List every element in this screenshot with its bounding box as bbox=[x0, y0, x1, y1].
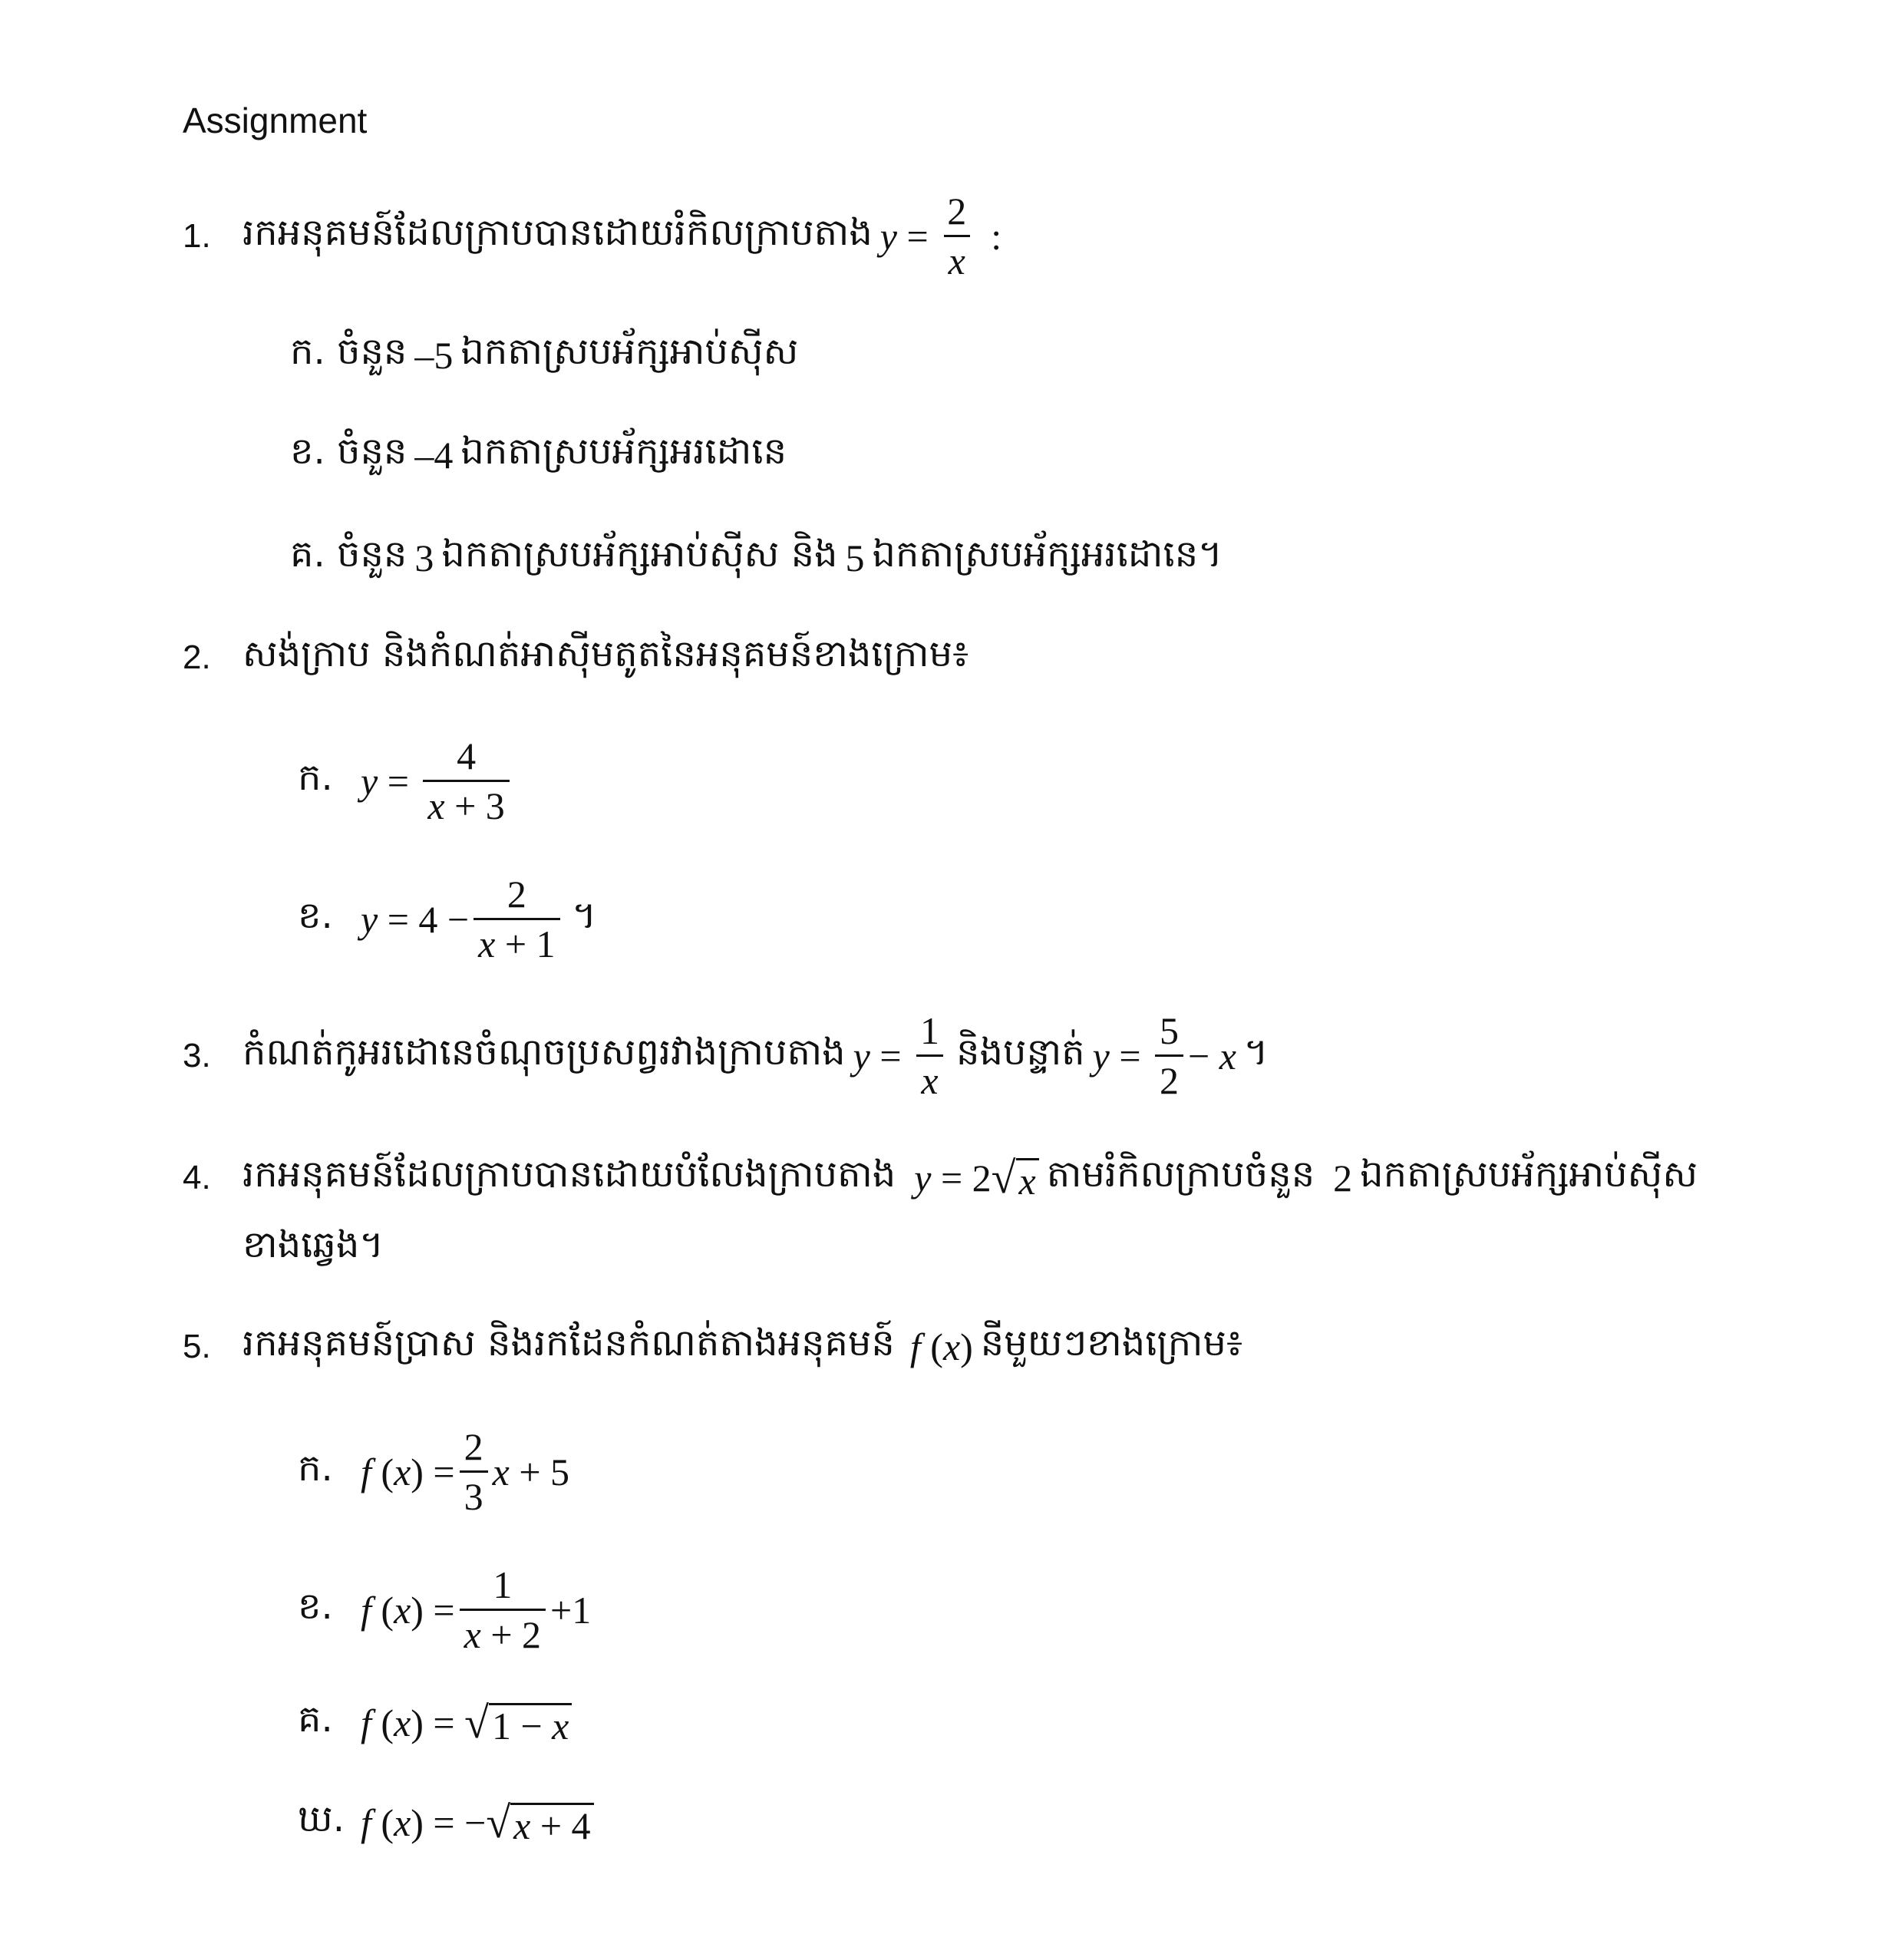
question-text-3: ឯកតាស្របអ័ក្សអាប់ស៊ីស bbox=[1360, 1153, 1698, 1196]
question-text-2: និងបន្ទាត់ bbox=[956, 1030, 1085, 1074]
item-value: 3 bbox=[414, 536, 434, 579]
question-text: រកអនុគមន៍ប្រាស និងរកដែនកំណត់តាងអនុគមន៍ bbox=[243, 1322, 895, 1365]
item-text: ឯកតាស្របអ័ក្សអរដោនេ bbox=[460, 430, 787, 473]
question-1-item-c bbox=[290, 531, 1223, 585]
question-1-item-a bbox=[290, 328, 798, 382]
question-number: 3. bbox=[183, 1036, 211, 1074]
question-5-item-d bbox=[298, 1796, 602, 1850]
item-label: ក. ចំនួន bbox=[290, 330, 408, 373]
function-f-of-x: f ( x ) bbox=[909, 1325, 973, 1368]
item-label: គ. bbox=[298, 1698, 333, 1741]
sentence-end: ។ bbox=[572, 893, 597, 937]
equation-2-sqrt-x: y = 2 √ x bbox=[914, 1156, 1038, 1200]
question-text-2: នីមួយៗខាងក្រោម៖ bbox=[980, 1322, 1243, 1365]
item-value: –5 bbox=[414, 334, 454, 377]
equation-4-over-x-plus-3: y = $\frac{4}{x + 3}$ bbox=[361, 737, 514, 825]
item-text: ឯកតាស្របអ័ក្សអាប់ស៊ីស និង bbox=[441, 533, 838, 576]
equation-1-over-x: y = $\frac{1}{x}$ bbox=[853, 1012, 949, 1100]
item-value-2: 5 bbox=[845, 536, 865, 579]
shift-value: 2 bbox=[1333, 1157, 1353, 1200]
question-number: 5. bbox=[183, 1328, 211, 1365]
item-value: –4 bbox=[414, 434, 454, 477]
question-text: កំណត់កូអរដោនេចំណុចប្រសព្វរវាងក្រាបតាង bbox=[243, 1030, 846, 1074]
equation-5-over-2-minus-x: y = $\frac{5}{2}$ − x bbox=[1092, 1009, 1236, 1102]
item-label: ខ. ចំនួន bbox=[290, 430, 408, 473]
item-label: ក. bbox=[298, 755, 333, 799]
question-text: រកអនុគមន៍ដែលក្រាបបានដោយរំកិលក្រាបតាង bbox=[243, 210, 873, 254]
question-number: 2. bbox=[183, 639, 211, 676]
item-text: ឯកតាស្របអ័ក្សអាប់ស៊ីស bbox=[460, 330, 799, 373]
item-label: គ. ចំនួន bbox=[290, 533, 408, 576]
item-label: ខ. bbox=[298, 893, 333, 937]
question-text-4: ខាងឆ្វេង។ bbox=[243, 1223, 384, 1266]
equation-y-2-over-x: y = $\frac{2}{x}$ bbox=[880, 192, 975, 280]
item-label: ខ. bbox=[298, 1584, 333, 1628]
question-4 bbox=[183, 1151, 1698, 1205]
item-label: ក. bbox=[298, 1446, 333, 1490]
equation-minus-sqrt-x-plus-4: f ( x ) = − √ x + 4 bbox=[361, 1800, 594, 1845]
question-number: 4. bbox=[183, 1159, 211, 1196]
question-4-line-2 bbox=[243, 1222, 384, 1276]
question-5-item-a bbox=[298, 1427, 577, 1516]
equation-4-minus-2-over-x-plus-1: y = 4 − $\frac{2}{x + 1}$ bbox=[361, 875, 565, 963]
question-1-item-b bbox=[290, 428, 787, 482]
question-2-item-a bbox=[298, 734, 522, 827]
question-text-2: តាមរំកិលក្រាបចំនួន bbox=[1046, 1153, 1315, 1196]
question-5-item-b bbox=[298, 1563, 599, 1656]
question-2 bbox=[183, 631, 968, 685]
question-2-item-b bbox=[298, 875, 596, 963]
equation-two-thirds-x-plus-5: f ( x ) = $\frac{2}{3}$ x + 5 bbox=[361, 1425, 570, 1518]
question-text: រកអនុគមន៍ដែលក្រាបបានដោយបំលែងក្រាបតាង bbox=[243, 1153, 896, 1196]
sentence-end: ។ bbox=[1243, 1030, 1269, 1074]
page-title: Assignment bbox=[183, 101, 368, 140]
question-5-item-c bbox=[298, 1696, 579, 1750]
colon: : bbox=[991, 214, 1002, 258]
question-1 bbox=[183, 192, 1009, 280]
question-3 bbox=[183, 1009, 1269, 1102]
question-text: សង់ក្រាប និងកំណត់អាស៊ីមតូតនៃអនុគមន៍ខាងក្រោម៖ bbox=[243, 632, 969, 675]
equation-1-over-x-plus-2-plus-1: f ( x ) = $\frac{1}{x + 2}$ +1 bbox=[361, 1563, 592, 1656]
equation-sqrt-1-minus-x: f ( x ) = √ 1 − x bbox=[361, 1701, 572, 1745]
item-text-2: ឯកតាស្របអ័ក្សអរដោនេ។ bbox=[872, 533, 1223, 576]
question-number: 1. bbox=[183, 216, 211, 255]
item-label: ឃ. bbox=[298, 1797, 345, 1840]
question-5 bbox=[183, 1320, 1242, 1374]
